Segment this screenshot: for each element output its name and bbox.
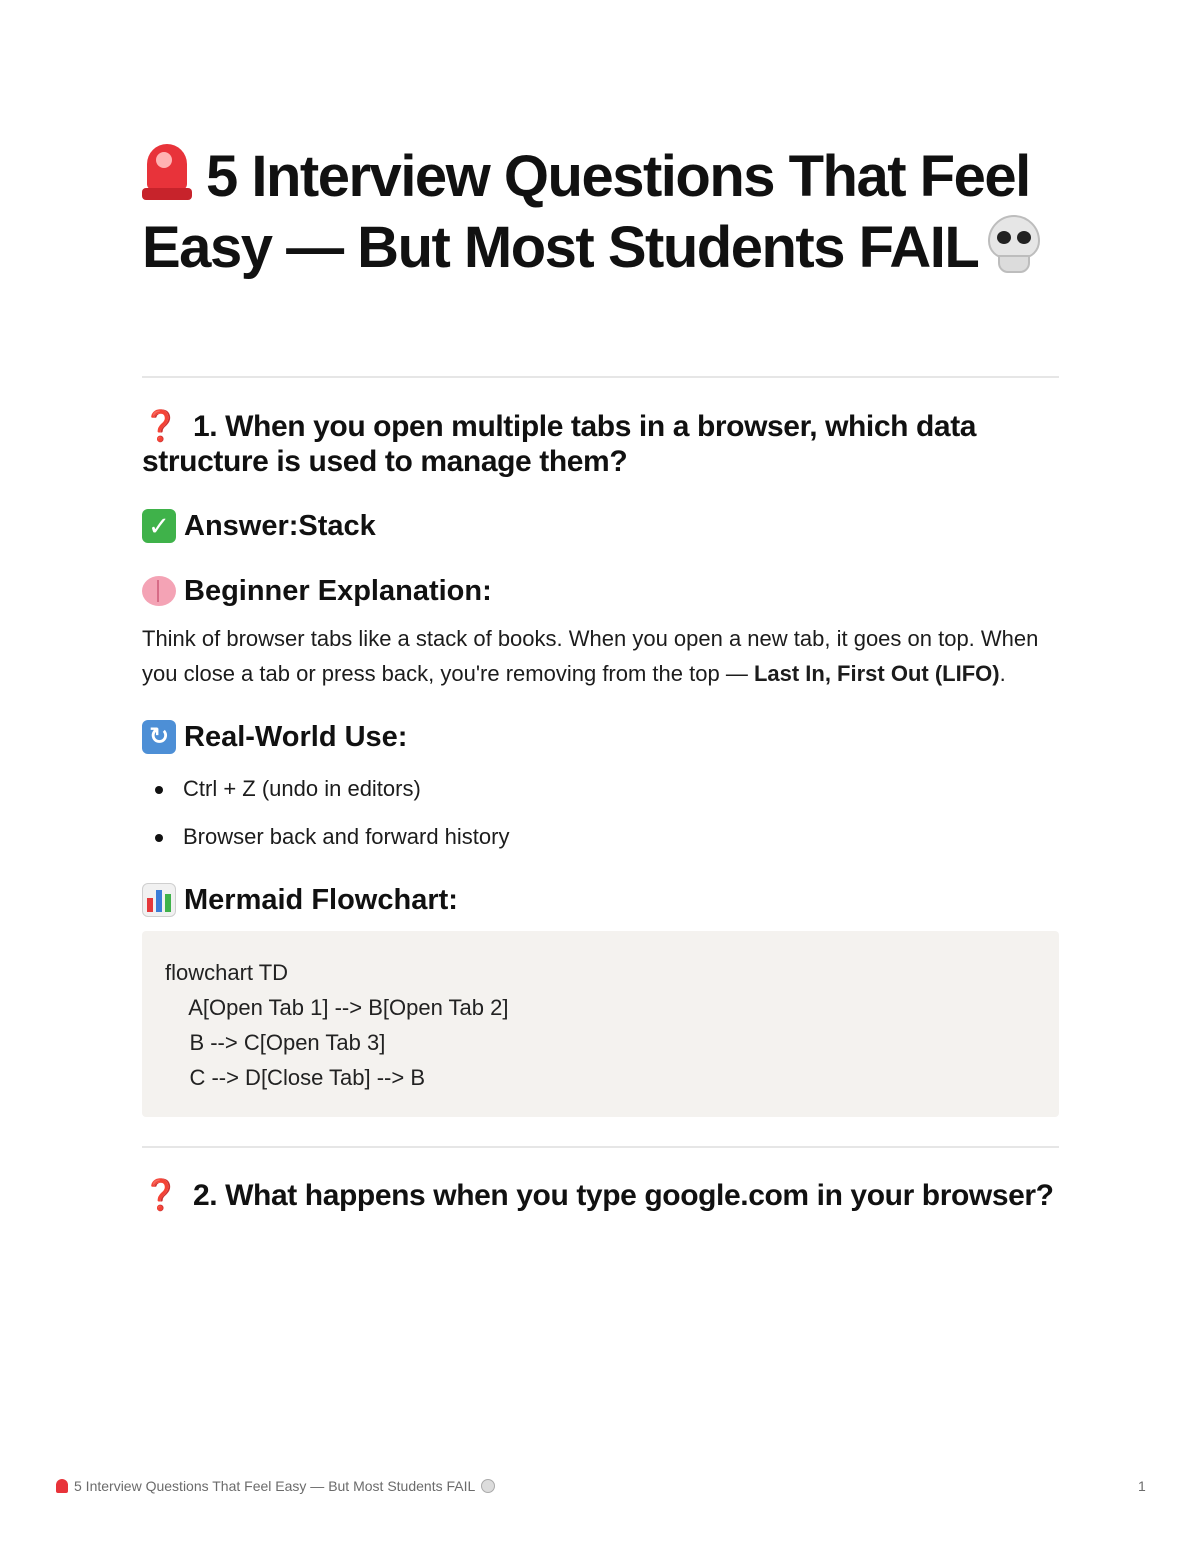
explanation-text: Think of browser tabs like a stack of books. When you open a new tab, it goes on top. When you close a tab or press back, you're removing from the top — bbox=[142, 626, 1039, 686]
explanation-end: . bbox=[999, 661, 1006, 686]
realworld-heading bbox=[142, 720, 1059, 754]
code-line: B --> C[Open Tab 3] bbox=[165, 1030, 386, 1055]
question-mark-icon: ❓ bbox=[142, 1179, 179, 1212]
skull-icon bbox=[986, 215, 1042, 275]
page-number: 1 bbox=[1138, 1478, 1146, 1494]
answer-heading bbox=[142, 509, 1059, 543]
siren-icon bbox=[142, 140, 192, 202]
question-1-text: 1. When you open multiple tabs in a browser, which data structure is used to manage them? bbox=[142, 410, 977, 478]
explanation-paragraph bbox=[142, 621, 1059, 691]
explanation-bold: Last In, First Out (LIFO) bbox=[753, 661, 1000, 686]
siren-icon bbox=[56, 1479, 68, 1493]
document-page bbox=[142, 140, 1059, 1213]
explanation-heading-text: Beginner Explanation: bbox=[184, 575, 492, 607]
question-2-text: 2. What happens when you type google.com in your browser? bbox=[192, 1179, 1054, 1212]
list-item-text: Ctrl + Z (undo in editors) bbox=[183, 776, 421, 801]
page-title bbox=[142, 140, 1059, 283]
realworld-list bbox=[142, 775, 1059, 851]
flowchart-heading-text: Mermaid Flowchart: bbox=[184, 884, 458, 916]
bullet-icon bbox=[155, 834, 163, 842]
question-1-heading bbox=[142, 409, 1059, 479]
check-mark-icon: ✓ bbox=[142, 509, 176, 543]
cycle-arrows-icon: ↻ bbox=[142, 720, 176, 754]
list-item bbox=[142, 775, 1059, 803]
bar-chart-icon bbox=[142, 883, 176, 917]
code-block[interactable] bbox=[142, 931, 1059, 1117]
answer-label: Answer: bbox=[184, 510, 299, 542]
footer-title: 5 Interview Questions That Feel Easy — But Most Students FAIL bbox=[74, 1478, 476, 1494]
question-2-heading bbox=[142, 1178, 1059, 1213]
answer-value: Stack bbox=[298, 510, 376, 542]
page-title-text: 5 Interview Questions That Feel Easy — But Most Students FAIL bbox=[142, 144, 1030, 280]
code-line: flowchart TD bbox=[165, 960, 289, 985]
page-footer bbox=[56, 1478, 495, 1494]
code-line: C --> D[Close Tab] --> B bbox=[165, 1065, 426, 1090]
brain-icon bbox=[142, 576, 176, 606]
list-item-text: Browser back and forward history bbox=[183, 824, 510, 849]
list-item bbox=[142, 823, 1059, 851]
skull-icon bbox=[481, 1479, 495, 1493]
flowchart-heading bbox=[142, 883, 1059, 917]
explanation-heading bbox=[142, 574, 1059, 608]
realworld-heading-text: Real-World Use: bbox=[184, 721, 408, 753]
bullet-icon bbox=[155, 786, 163, 794]
question-mark-icon: ❓ bbox=[142, 410, 179, 443]
code-line: A[Open Tab 1] --> B[Open Tab 2] bbox=[165, 995, 509, 1020]
